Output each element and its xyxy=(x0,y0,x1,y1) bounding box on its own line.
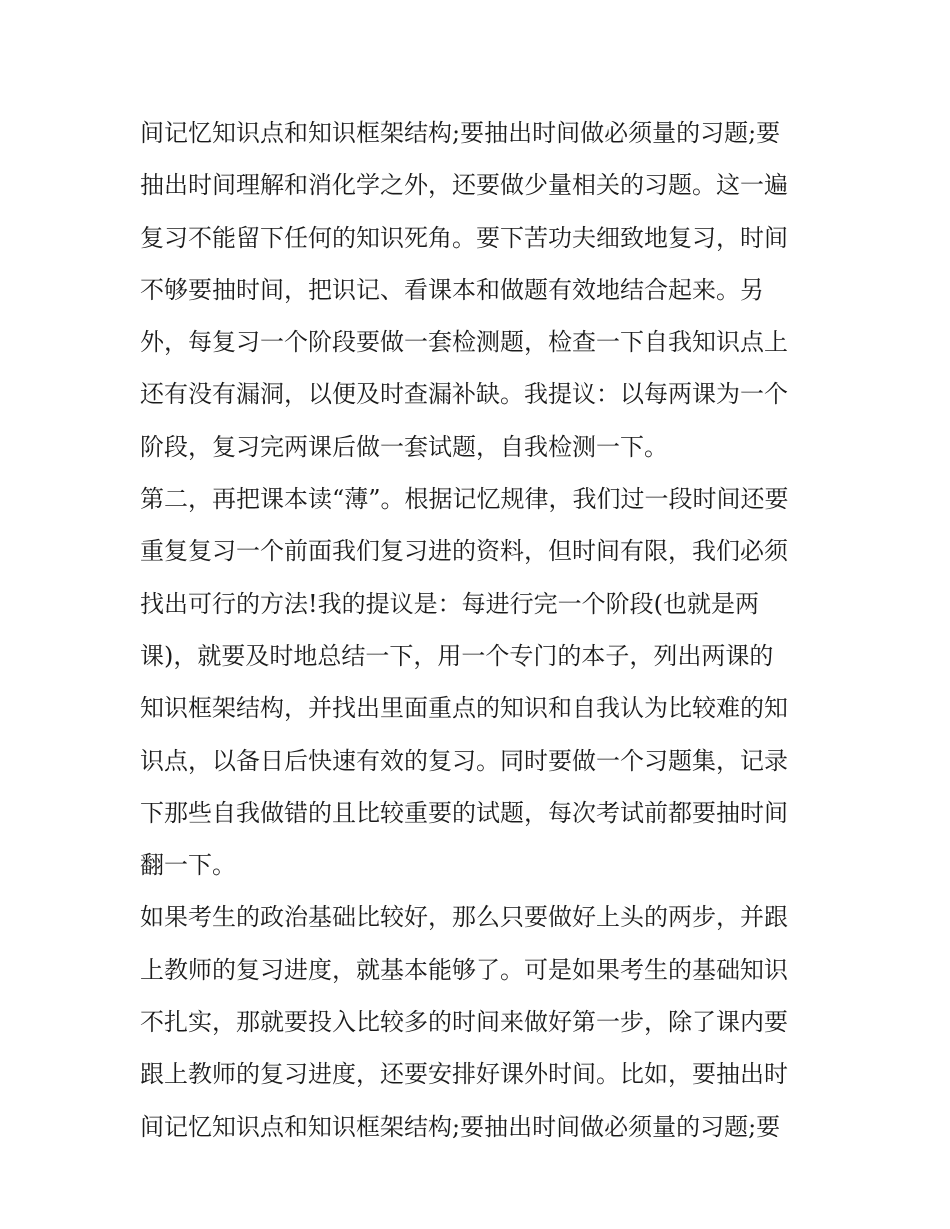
text-line-1: 间记忆知识点和知识框架结构;要抽出时间做必须量的习题;要 xyxy=(140,119,781,147)
text-line-6: 还有没有漏洞，以便及时查漏补缺。我提议：以每两课为一个 xyxy=(140,380,788,409)
text-line-3: 复习不能留下任何的知识死角。要下苦功夫细致地复习，时间 xyxy=(140,223,788,252)
text-line-7: 阶段，复习完两课后做一套试题，自我检测一下。 xyxy=(140,432,668,461)
text-line-17: 上教师的复习进度，就基本能够了。可是如果考生的基础知识 xyxy=(140,955,788,984)
text-line-20: 间记忆知识点和知识框架结构;要抽出时间做必须量的习题;要 xyxy=(140,1112,781,1141)
text-line-2: 抽出时间理解和消化学之外，还要做少量相关的习题。这一遍 xyxy=(140,171,788,200)
text-line-8: 第二，再把课本读“薄”。根据记忆规律，我们过一段时间还要 xyxy=(140,485,789,514)
text-line-4: 不够要抽时间，把识记、看课本和做题有效地结合起来。另 xyxy=(140,275,764,304)
text-line-13: 识点，以备日后快速有效的复习。同时要做一个习题集，记录 xyxy=(140,746,788,775)
body-text xyxy=(140,107,830,1153)
text-line-14: 下那些自我做错的且比较重要的试题，每次考试前都要抽时间 xyxy=(140,798,788,827)
text-line-5: 外，每复习一个阶段要做一套检测题，检查一下自我知识点上 xyxy=(140,328,788,357)
text-line-18: 不扎实，那就要投入比较多的时间来做好第一步，除了课内要 xyxy=(140,1008,788,1037)
text-line-19: 跟上教师的复习进度，还要安排好课外时间。比如，要抽出时 xyxy=(140,1060,788,1089)
text-line-12: 知识框架结构，并找出里面重点的知识和自我认为比较难的知 xyxy=(140,694,788,723)
text-line-16: 如果考生的政治基础比较好，那么只要做好上头的两步，并跟 xyxy=(140,903,788,932)
text-line-11: 课)，就要及时地总结一下，用一个专门的本子，列出两课的 xyxy=(140,641,774,670)
text-line-15: 翻一下。 xyxy=(140,851,236,880)
text-line-9: 重复复习一个前面我们复习进的资料，但时间有限，我们必须 xyxy=(140,537,788,566)
text-line-10: 找出可行的方法!我的提议是：每进行完一个阶段(也就是两 xyxy=(140,589,760,618)
